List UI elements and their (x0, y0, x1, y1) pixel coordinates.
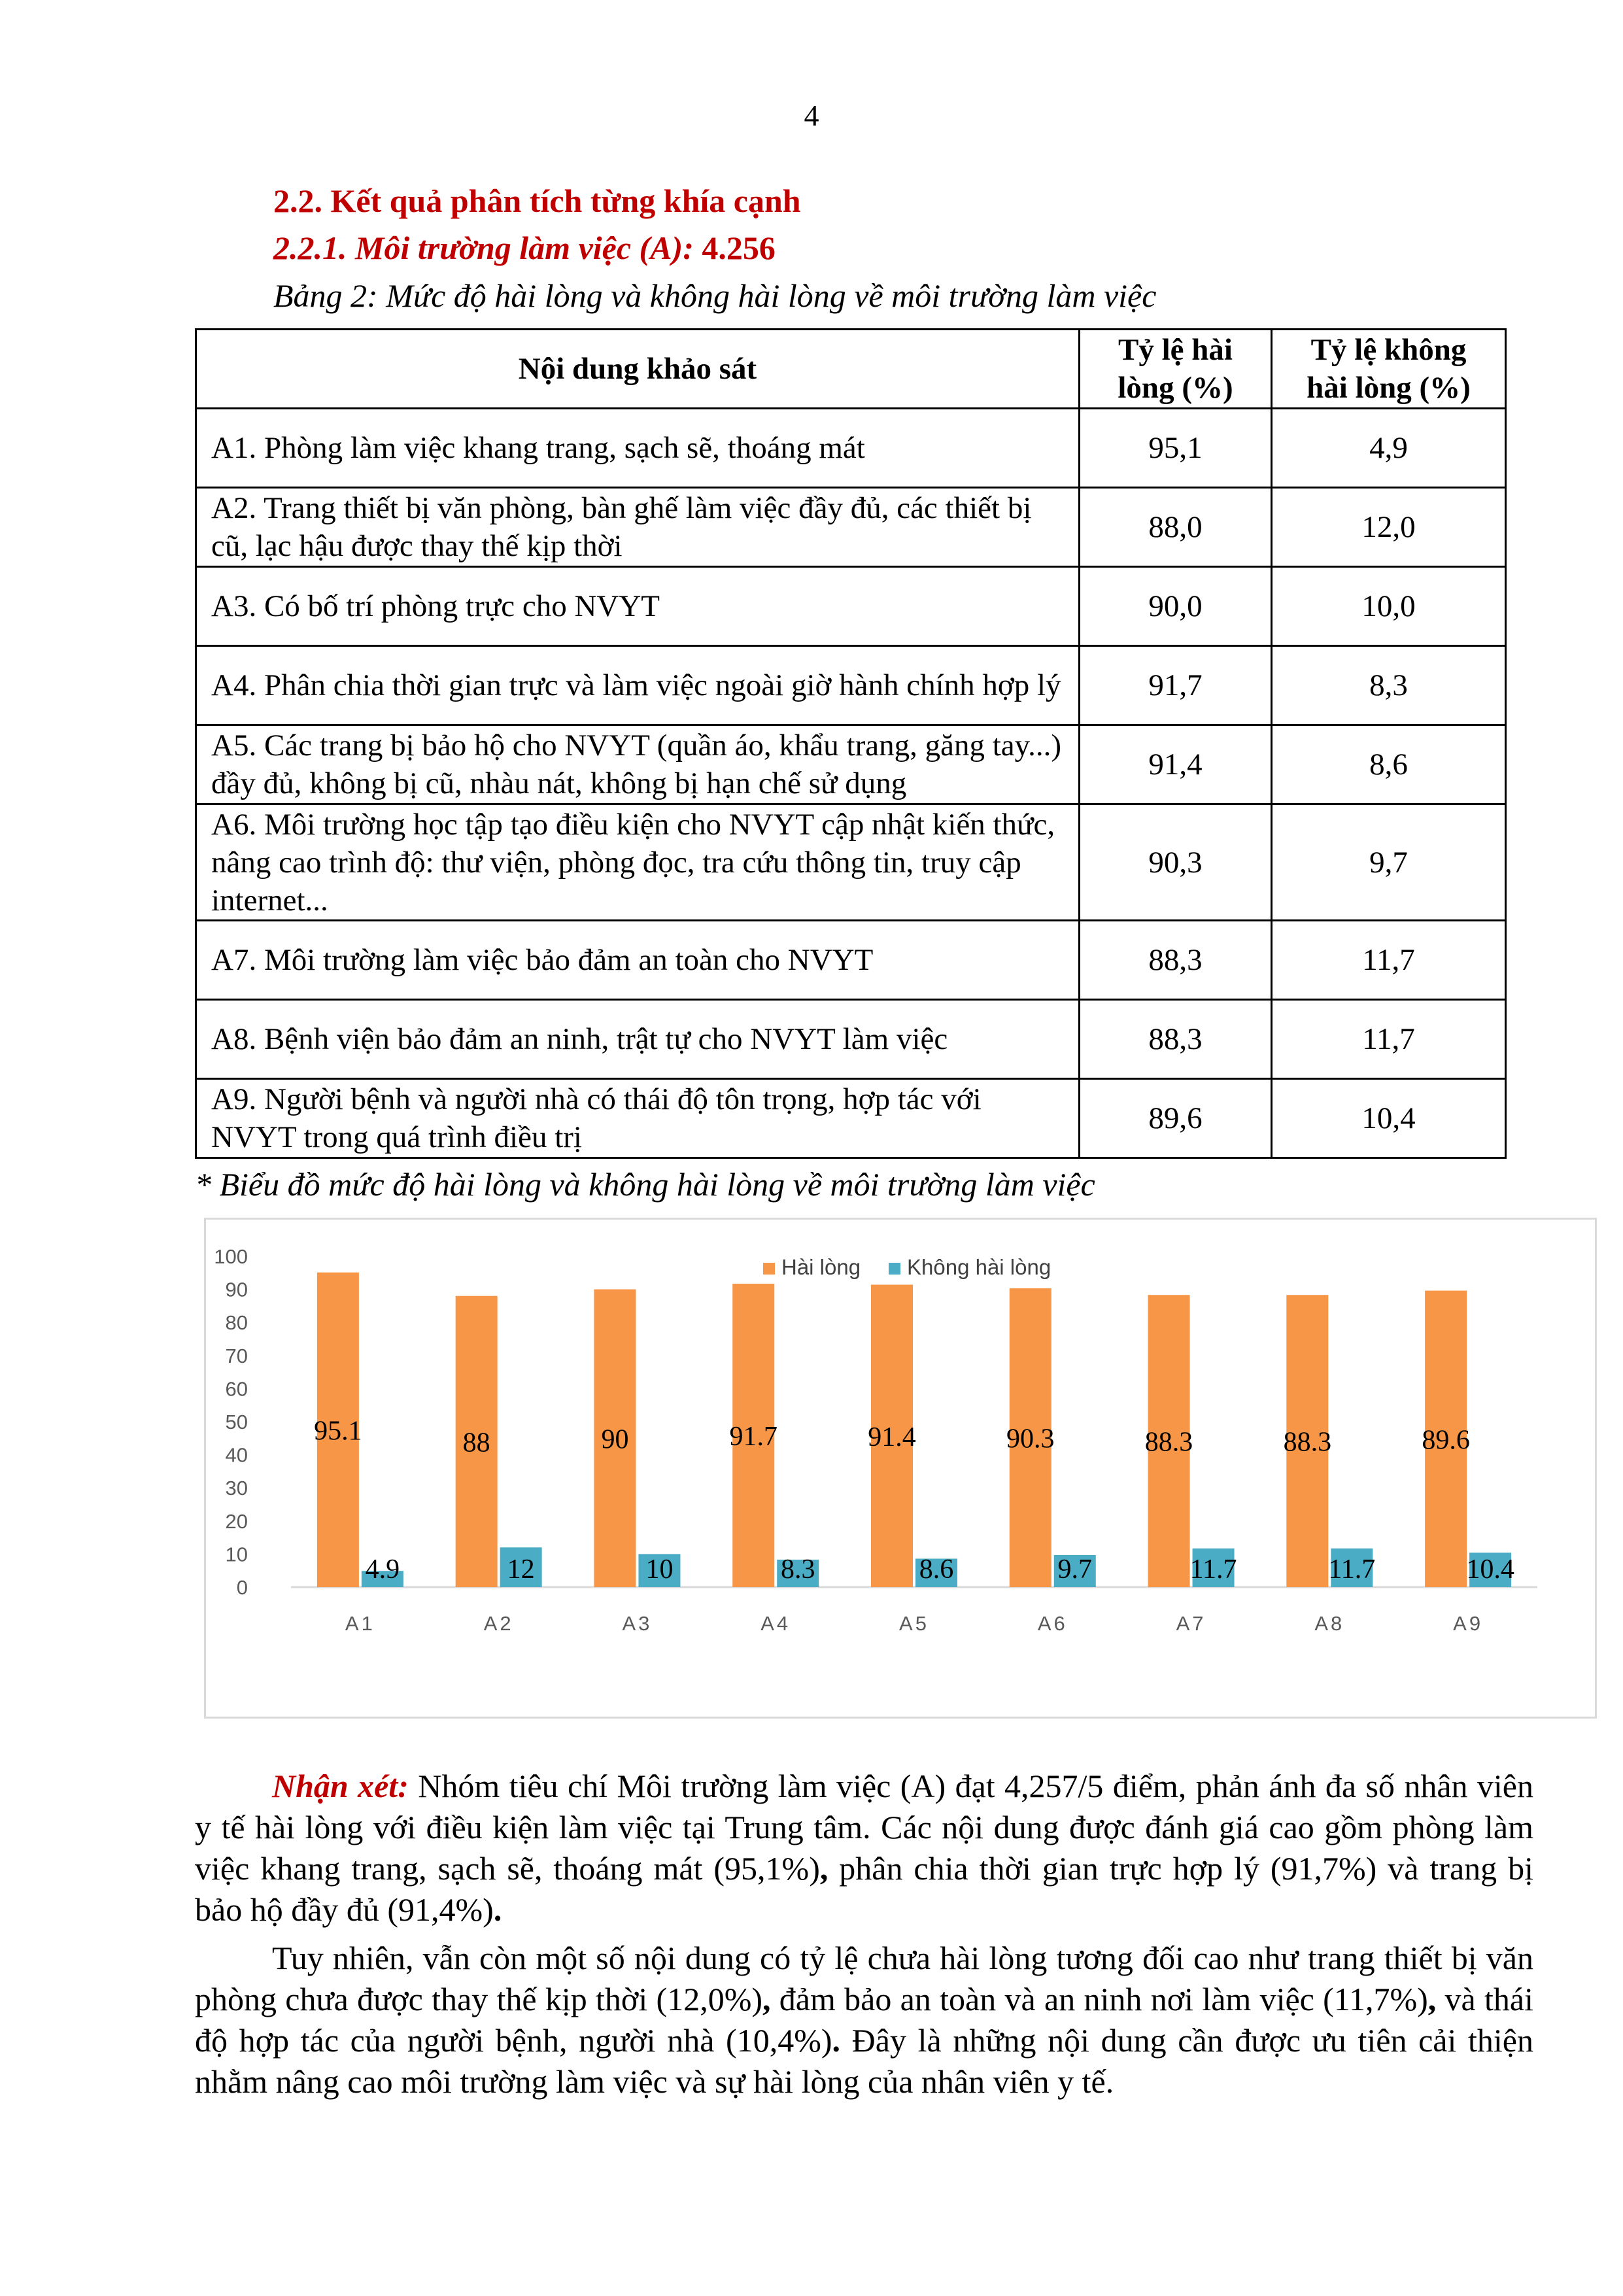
table-row (196, 646, 1506, 725)
x-tick-label: A8 (1314, 1612, 1345, 1635)
y-tick-label: 20 (225, 1509, 248, 1533)
data-label-khong-hai-long: 8.6 (919, 1554, 954, 1585)
data-label-hai-long: 95.1 (314, 1416, 362, 1447)
row-satisfied: 90,3 (1080, 804, 1272, 921)
comment-paragraph-2 (195, 1938, 1533, 2102)
y-tick-label: 0 (236, 1576, 248, 1599)
comment-p2-g: Đây là những nội dung cần được ưu tiên cải thiện nhằm nâng cao môi trường làm việc và sự hài lòng của nhân viên y tế. (195, 2022, 1533, 2100)
legend-swatch-khong-hai-long (889, 1263, 900, 1275)
table-caption: Bảng 2: Mức độ hài lòng và không hài lòng về môi trường làm việc (273, 277, 1157, 314)
row-unsatisfied: 9,7 (1272, 804, 1506, 921)
row-satisfied: 88,3 (1080, 921, 1272, 1000)
data-label-hai-long: 88 (462, 1428, 490, 1458)
y-tick-label: 70 (225, 1344, 248, 1367)
y-tick-label: 40 (225, 1443, 248, 1467)
row-satisfied: 95,1 (1080, 409, 1272, 488)
comment-p2-a: Tuy nhiên, vẫn còn một số nội dung có tỷ lệ chưa hài lòng tương đối cao như trang thiết bị văn phòng chưa được thay thế kịp thời (12,0%) (195, 1940, 1533, 2017)
bar-chart (204, 1218, 1597, 1719)
data-label-hai-long: 90.3 (1006, 1424, 1055, 1454)
x-tick-label: A3 (622, 1612, 653, 1635)
row-unsatisfied: 8,3 (1272, 646, 1506, 725)
row-satisfied: 88,0 (1080, 488, 1272, 567)
row-unsatisfied: 4,9 (1272, 409, 1506, 488)
y-tick-label: 50 (225, 1411, 248, 1433)
comment-p2-c: đảm bảo an toàn và an ninh nơi làm việc (11,7%) (770, 1981, 1428, 2017)
row-unsatisfied: 8,6 (1272, 725, 1506, 804)
y-tick-label: 30 (225, 1477, 248, 1500)
subsection-title (273, 229, 776, 267)
subsection-score: 4.256 (693, 230, 776, 266)
row-content: A8. Bệnh viện bảo đảm an ninh, trật tự cho NVYT làm việc (196, 1000, 1080, 1079)
comment-p1-a: Nhóm tiêu chí Môi trường làm việc (A) đạt 4,257/5 điểm, phản ánh đa số nhân viên y tế hài lòng với điều kiện làm việc tại Trung tâm. Các nội dung được đánh giá cao gồm phòng làm việc khang trang, sạch sẽ, thoáng mát (95,1%) (195, 1768, 1533, 1887)
row-satisfied: 91,7 (1080, 646, 1272, 725)
data-label-hai-long: 91.4 (868, 1422, 916, 1452)
data-label-khong-hai-long: 10.4 (1466, 1554, 1514, 1585)
legend-label-hai-long: Hài lòng (781, 1255, 861, 1279)
comment-p2-d: , (1427, 1981, 1437, 2017)
x-tick-label: A9 (1453, 1612, 1484, 1635)
bar-chart-svg (206, 1220, 1595, 1717)
data-label-hai-long: 88.3 (1283, 1427, 1332, 1458)
data-label-khong-hai-long: 9.7 (1057, 1554, 1093, 1585)
data-label-hai-long: 88.3 (1144, 1427, 1193, 1458)
header-content: Nội dung khảo sát (196, 330, 1080, 409)
y-tick-label: 60 (225, 1377, 248, 1401)
comment-lead: Nhận xét: (272, 1768, 409, 1804)
chart-caption: * Biểu đồ mức độ hài lòng và không hài lòng về môi trường làm việc (195, 1166, 1095, 1203)
table-row (196, 567, 1506, 646)
subsection-title-text: 2.2.1. Môi trường làm việc (A): (273, 230, 694, 266)
table-header-row (196, 330, 1506, 409)
data-label-khong-hai-long: 10 (645, 1554, 674, 1585)
legend-label-khong-hai-long: Không hài lòng (907, 1255, 1051, 1279)
y-tick-label: 100 (214, 1245, 248, 1268)
data-label-khong-hai-long: 12 (507, 1554, 535, 1585)
data-label-khong-hai-long: 11.7 (1189, 1554, 1237, 1585)
table-row (196, 1079, 1506, 1158)
table-row (196, 725, 1506, 804)
data-label-hai-long: 89.6 (1422, 1425, 1470, 1456)
comment-p1-c: phân chia thời gian trực hợp lý (91,7%) và trang bị bảo hộ đầy đủ (91,4%) (195, 1850, 1533, 1928)
y-tick-label: 90 (225, 1278, 248, 1301)
comment-p2-e: và thái độ hợp tác của người bệnh, người nhà (10,4%) (195, 1981, 1534, 2059)
comment-p1-d: . (493, 1891, 502, 1928)
header-unsatisfied: Tỷ lệ không hài lòng (%) (1272, 330, 1506, 409)
table-row (196, 488, 1506, 567)
page-number: 4 (804, 99, 819, 132)
row-content: A1. Phòng làm việc khang trang, sạch sẽ, thoáng mát (196, 409, 1080, 488)
data-label-khong-hai-long: 4.9 (365, 1554, 400, 1585)
row-unsatisfied: 10,0 (1272, 567, 1506, 646)
x-tick-label: A6 (1037, 1612, 1068, 1635)
header-satisfied: Tỷ lệ hài lòng (%) (1080, 330, 1272, 409)
x-tick-label: A2 (483, 1612, 514, 1635)
table-row (196, 804, 1506, 921)
row-satisfied: 90,0 (1080, 567, 1272, 646)
comment-p2-f: . (832, 2022, 841, 2059)
section-title: 2.2. Kết quả phân tích từng khía cạnh (273, 182, 801, 219)
row-content: A2. Trang thiết bị văn phòng, bàn ghế làm việc đầy đủ, các thiết bị cũ, lạc hậu được thay thế kịp thời (196, 488, 1080, 567)
table-row (196, 409, 1506, 488)
row-satisfied: 91,4 (1080, 725, 1272, 804)
legend-swatch-hai-long (763, 1263, 775, 1275)
row-satisfied: 88,3 (1080, 1000, 1272, 1079)
table-row (196, 921, 1506, 1000)
y-tick-label: 80 (225, 1311, 248, 1335)
row-content: A4. Phân chia thời gian trực và làm việc ngoài giờ hành chính hợp lý (196, 646, 1080, 725)
row-content: A7. Môi trường làm việc bảo đảm an toàn cho NVYT (196, 921, 1080, 1000)
data-label-khong-hai-long: 8.3 (780, 1554, 815, 1585)
x-tick-label: A7 (1176, 1612, 1206, 1635)
row-unsatisfied: 12,0 (1272, 488, 1506, 567)
comment-p2-b: , (762, 1981, 771, 2017)
data-label-hai-long: 90 (601, 1424, 629, 1455)
row-content: A3. Có bố trí phòng trực cho NVYT (196, 567, 1080, 646)
x-tick-label: A1 (345, 1612, 375, 1635)
row-content: A6. Môi trường học tập tạo điều kiện cho NVYT cập nhật kiến thức, nâng cao trình độ: thư viện, phòng đọc, tra cứu thông tin, truy cập internet... (196, 804, 1080, 921)
survey-table (195, 328, 1507, 1159)
comment-p1-b: , (819, 1850, 829, 1887)
row-unsatisfied: 11,7 (1272, 1000, 1506, 1079)
y-tick-label: 10 (225, 1543, 248, 1566)
row-satisfied: 89,6 (1080, 1079, 1272, 1158)
row-content: A5. Các trang bị bảo hộ cho NVYT (quần áo, khẩu trang, găng tay...) đầy đủ, không bị cũ, nhàu nát, không bị hạn chế sử dụng (196, 725, 1080, 804)
x-tick-label: A5 (899, 1612, 929, 1635)
row-content: A9. Người bệnh và người nhà có thái độ tôn trọng, hợp tác với NVYT trong quá trình điều trị (196, 1079, 1080, 1158)
comment-paragraph-1 (195, 1766, 1533, 1930)
x-tick-label: A4 (760, 1612, 791, 1635)
table-row (196, 1000, 1506, 1079)
data-label-khong-hai-long: 11.7 (1328, 1554, 1376, 1585)
row-unsatisfied: 11,7 (1272, 921, 1506, 1000)
data-label-hai-long: 91.7 (729, 1421, 777, 1452)
row-unsatisfied: 10,4 (1272, 1079, 1506, 1158)
